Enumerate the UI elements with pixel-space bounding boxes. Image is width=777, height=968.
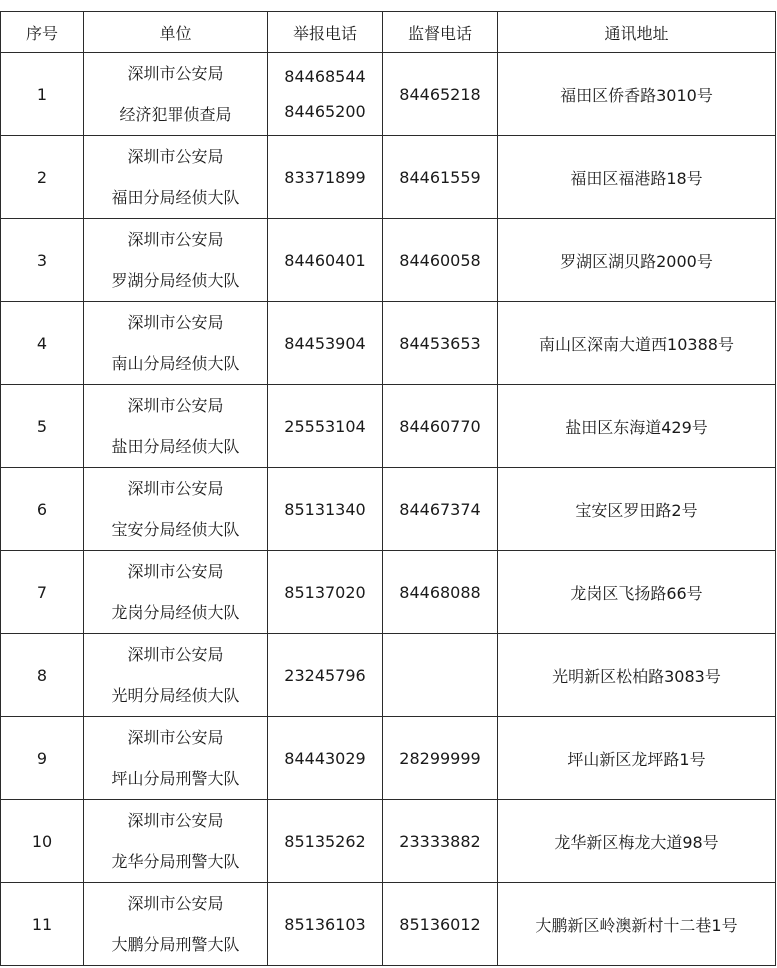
unit-name-line: 宝安分局经侦大队 xyxy=(111,520,240,539)
header-index: 序号 xyxy=(1,12,84,53)
row-supervise-phone: 84460770 xyxy=(383,385,498,468)
row-address: 龙岗区飞扬路66号 xyxy=(498,551,776,634)
report-phone-number: 84453904 xyxy=(284,333,366,353)
row-address: 福田区福港路18号 xyxy=(498,136,776,219)
row-supervise-phone: 84453653 xyxy=(383,302,498,385)
unit-name-line: 深圳市公安局 xyxy=(127,645,224,664)
row-index: 6 xyxy=(1,468,84,551)
row-unit xyxy=(84,717,268,800)
table-row xyxy=(1,302,776,385)
row-report-phone xyxy=(268,219,383,302)
row-report-phone xyxy=(268,136,383,219)
unit-name-line: 深圳市公安局 xyxy=(127,562,224,581)
row-supervise-phone: 28299999 xyxy=(383,717,498,800)
report-phone-number: 23245796 xyxy=(284,665,366,685)
unit-name-line: 经济犯罪侦查局 xyxy=(119,105,232,124)
row-index: 1 xyxy=(1,53,84,136)
table-row xyxy=(1,219,776,302)
header-row xyxy=(1,12,776,53)
row-unit xyxy=(84,53,268,136)
table-row xyxy=(1,468,776,551)
unit-name-line: 深圳市公安局 xyxy=(127,396,224,415)
row-supervise-phone: 84465218 xyxy=(383,53,498,136)
row-supervise-phone: 23333882 xyxy=(383,800,498,883)
unit-name-line: 龙华分局刑警大队 xyxy=(111,852,240,871)
report-phone-number: 83371899 xyxy=(284,167,366,187)
row-address: 福田区侨香路3010号 xyxy=(498,53,776,136)
report-phone-number: 85135262 xyxy=(284,831,366,851)
unit-name-line: 龙岗分局经侦大队 xyxy=(111,603,240,622)
row-index: 10 xyxy=(1,800,84,883)
table-body xyxy=(1,53,776,966)
report-phone-number: 85136103 xyxy=(284,914,366,934)
table-row xyxy=(1,385,776,468)
table-row xyxy=(1,53,776,136)
row-address: 南山区深南大道西10388号 xyxy=(498,302,776,385)
row-report-phone xyxy=(268,883,383,966)
row-report-phone xyxy=(268,53,383,136)
report-phone-number: 85137020 xyxy=(284,582,366,602)
report-phone-number: 25553104 xyxy=(284,416,366,436)
row-address: 盐田区东海道429号 xyxy=(498,385,776,468)
row-unit xyxy=(84,302,268,385)
table-row xyxy=(1,551,776,634)
row-index: 9 xyxy=(1,717,84,800)
unit-name-line: 深圳市公安局 xyxy=(127,728,224,747)
row-address: 坪山新区龙坪路1号 xyxy=(498,717,776,800)
row-index: 7 xyxy=(1,551,84,634)
row-report-phone xyxy=(268,302,383,385)
row-supervise-phone: 84461559 xyxy=(383,136,498,219)
row-index: 11 xyxy=(1,883,84,966)
header-supervise-phone: 监督电话 xyxy=(383,12,498,53)
table-row xyxy=(1,800,776,883)
table-row xyxy=(1,717,776,800)
row-report-phone xyxy=(268,634,383,717)
row-unit xyxy=(84,136,268,219)
unit-name-line: 深圳市公安局 xyxy=(127,313,224,332)
row-unit xyxy=(84,883,268,966)
row-report-phone xyxy=(268,551,383,634)
row-supervise-phone: 85136012 xyxy=(383,883,498,966)
row-supervise-phone: 84460058 xyxy=(383,219,498,302)
row-supervise-phone: 84468088 xyxy=(383,551,498,634)
row-address: 光明新区松柏路3083号 xyxy=(498,634,776,717)
row-supervise-phone: 84467374 xyxy=(383,468,498,551)
row-index: 8 xyxy=(1,634,84,717)
report-phone-number: 84443029 xyxy=(284,748,366,768)
row-index: 5 xyxy=(1,385,84,468)
unit-name-line: 坪山分局刑警大队 xyxy=(111,769,240,788)
unit-name-line: 深圳市公安局 xyxy=(127,147,224,166)
row-index: 4 xyxy=(1,302,84,385)
row-report-phone xyxy=(268,800,383,883)
unit-name-line: 深圳市公安局 xyxy=(127,230,224,249)
row-address: 大鹏新区岭澳新村十二巷1号 xyxy=(498,883,776,966)
unit-name-line: 光明分局经侦大队 xyxy=(111,686,240,705)
row-unit xyxy=(84,800,268,883)
unit-name-line: 深圳市公安局 xyxy=(127,479,224,498)
row-report-phone xyxy=(268,385,383,468)
unit-name-line: 深圳市公安局 xyxy=(127,64,224,83)
table-row xyxy=(1,136,776,219)
row-address: 龙华新区梅龙大道98号 xyxy=(498,800,776,883)
unit-name-line: 罗湖分局经侦大队 xyxy=(111,271,240,290)
report-phone-number: 84460401 xyxy=(284,250,366,270)
unit-name-line: 大鹏分局刑警大队 xyxy=(111,935,240,954)
row-unit xyxy=(84,385,268,468)
unit-name-line: 深圳市公安局 xyxy=(127,894,224,913)
row-unit xyxy=(84,219,268,302)
contact-table xyxy=(0,11,776,966)
row-report-phone xyxy=(268,717,383,800)
header-unit: 单位 xyxy=(84,12,268,53)
row-index: 3 xyxy=(1,219,84,302)
row-unit xyxy=(84,551,268,634)
header-report-phone: 举报电话 xyxy=(268,12,383,53)
unit-name-line: 南山分局经侦大队 xyxy=(111,354,240,373)
table-row xyxy=(1,634,776,717)
row-index: 2 xyxy=(1,136,84,219)
row-supervise-phone xyxy=(383,634,498,717)
row-address: 罗湖区湖贝路2000号 xyxy=(498,219,776,302)
table-row xyxy=(1,883,776,966)
header-address: 通讯地址 xyxy=(498,12,776,53)
row-unit xyxy=(84,468,268,551)
unit-name-line: 深圳市公安局 xyxy=(127,811,224,830)
report-phone-number: 85131340 xyxy=(284,499,366,519)
report-phone-number: 84468544 xyxy=(284,67,366,86)
report-phone-number: 84465200 xyxy=(284,102,366,121)
unit-name-line: 福田分局经侦大队 xyxy=(111,188,240,207)
unit-name-line: 盐田分局经侦大队 xyxy=(111,437,240,456)
row-unit xyxy=(84,634,268,717)
row-address: 宝安区罗田路2号 xyxy=(498,468,776,551)
row-report-phone xyxy=(268,468,383,551)
